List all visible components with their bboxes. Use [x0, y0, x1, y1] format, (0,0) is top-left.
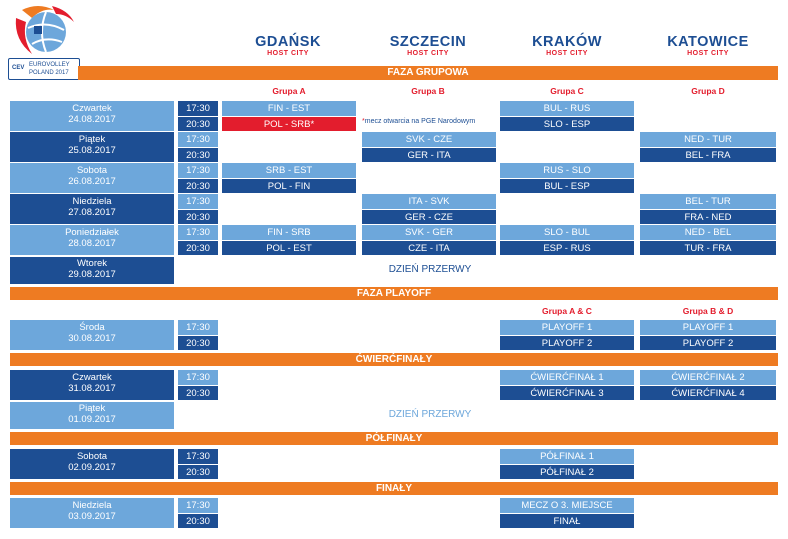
- match-a2: POL - EST: [222, 240, 356, 255]
- city-name: KRAKÓW: [532, 34, 602, 50]
- match-a2: POL - FIN: [222, 178, 356, 193]
- playoff-d1: PLAYOFF 1: [640, 320, 776, 335]
- time-2030: 20:30: [178, 464, 218, 479]
- time-1730: 17:30: [178, 449, 218, 464]
- match-c2: ESP - RUS: [500, 240, 634, 255]
- group-a-label: Grupa A: [272, 86, 306, 96]
- opening-match-note: *mecz otwarcia na PGE Narodowym: [362, 118, 476, 125]
- match-b2: CZE - ITA: [362, 240, 496, 255]
- time-1730: 17:30: [178, 101, 218, 116]
- city-gdansk: [222, 34, 354, 57]
- city-krakow: [500, 34, 634, 57]
- match-b1: ITA - SVK: [362, 194, 496, 209]
- section-group-phase: FAZA GRUPOWA: [78, 66, 778, 80]
- day-date: 28.08.2017: [68, 238, 116, 249]
- match-a1: FIN - SRB: [222, 225, 356, 240]
- host-city-label: HOST CITY: [267, 50, 309, 57]
- playoff-c2: PLAYOFF 2: [500, 335, 634, 350]
- city-name: SZCZECIN: [389, 34, 467, 50]
- section-finals: FINAŁY: [10, 482, 778, 495]
- logo-line2: POLAND 2017: [29, 70, 69, 76]
- rest-day-label: DZIEŃ PRZERWY: [388, 409, 472, 420]
- day-cell: [10, 194, 174, 224]
- match-c1: SLO - BUL: [500, 225, 634, 240]
- time-2030: 20:30: [178, 385, 218, 400]
- match-d1: BEL - TUR: [640, 194, 776, 209]
- day-name: Niedziela: [72, 500, 112, 511]
- rest-day-label: DZIEŃ PRZERWY: [388, 264, 472, 275]
- match-c1: RUS - SLO: [500, 163, 634, 178]
- section-playoff: FAZA PLAYOFF: [10, 287, 778, 300]
- match-a1: FIN - EST: [222, 101, 356, 116]
- semi-c1: PÓŁFINAŁ 1: [500, 449, 634, 464]
- day-cell: [10, 163, 174, 193]
- group-c-label: Grupa C: [550, 86, 584, 96]
- logo-line1: EUROVOLLEY: [29, 62, 70, 68]
- host-city-label: HOST CITY: [687, 50, 729, 57]
- day-date: 30.08.2017: [68, 333, 116, 344]
- day-date: 27.08.2017: [68, 207, 116, 218]
- day-name: Poniedziałek: [65, 227, 119, 238]
- quarter-d1: ĆWIERĆFINAŁ 2: [640, 370, 776, 385]
- match-c2: SLO - ESP: [500, 116, 634, 131]
- group-ac-label: Grupa A & C: [542, 306, 592, 316]
- match-b2: GER - ITA: [362, 147, 496, 162]
- time-2030: 20:30: [178, 116, 218, 131]
- group-bd-label: Grupa B & D: [682, 306, 734, 316]
- time-2030: 20:30: [178, 240, 218, 255]
- day-cell: [10, 498, 174, 528]
- day-cell: [10, 320, 174, 350]
- match-b2: GER - CZE: [362, 209, 496, 224]
- eagle-ball-icon: [8, 0, 82, 60]
- match-d2: TUR - FRA: [640, 240, 776, 255]
- city-szczecin: [362, 34, 494, 57]
- quarter-c2: ĆWIERĆFINAŁ 3: [500, 385, 634, 400]
- time-2030: 20:30: [178, 209, 218, 224]
- playoff-c1: PLAYOFF 1: [500, 320, 634, 335]
- match-d1: NED - TUR: [640, 132, 776, 147]
- cev-badge: CEV: [12, 65, 25, 71]
- day-name: Piątek: [78, 134, 106, 145]
- time-1730: 17:30: [178, 498, 218, 513]
- time-1730: 17:30: [178, 194, 218, 209]
- playoff-d2: PLAYOFF 2: [640, 335, 776, 350]
- time-2030: 20:30: [178, 147, 218, 162]
- final-match: FINAŁ: [500, 513, 634, 528]
- city-name: GDAŃSK: [255, 34, 321, 50]
- time-1730: 17:30: [178, 320, 218, 335]
- day-date: 03.09.2017: [68, 511, 116, 522]
- quarter-d2: ĆWIERĆFINAŁ 4: [640, 385, 776, 400]
- city-katowice: [640, 34, 776, 57]
- bronze-match: MECZ O 3. MIEJSCE: [500, 498, 634, 513]
- eurovolley-logo: [8, 0, 82, 82]
- day-cell: [10, 257, 174, 284]
- time-1730: 17:30: [178, 225, 218, 240]
- match-a1: SRB - EST: [222, 163, 356, 178]
- day-cell: [10, 101, 174, 131]
- day-cell: [10, 225, 174, 255]
- day-name: Sobota: [76, 165, 108, 176]
- match-c1: BUL - RUS: [500, 101, 634, 116]
- day-date: 29.08.2017: [68, 269, 116, 280]
- day-name: Piątek: [78, 403, 106, 414]
- group-d-label: Grupa D: [691, 86, 725, 96]
- match-b1: SVK - CZE: [362, 132, 496, 147]
- host-city-label: HOST CITY: [407, 50, 449, 57]
- day-cell: [10, 449, 174, 479]
- match-d2: BEL - FRA: [640, 147, 776, 162]
- day-name: Czwartek: [72, 103, 112, 114]
- day-name: Niedziela: [72, 196, 112, 207]
- match-b1: SVK - GER: [362, 225, 496, 240]
- quarter-c1: ĆWIERĆFINAŁ 1: [500, 370, 634, 385]
- match-c2: BUL - ESP: [500, 178, 634, 193]
- semi-c2: PÓŁFINAŁ 2: [500, 464, 634, 479]
- day-date: 31.08.2017: [68, 383, 116, 394]
- day-name: Sobota: [76, 451, 108, 462]
- match-d1: NED - BEL: [640, 225, 776, 240]
- day-date: 26.08.2017: [68, 176, 116, 187]
- group-b-label: Grupa B: [411, 86, 445, 96]
- day-cell: [10, 132, 174, 162]
- section-semifinals: PÓŁFINAŁY: [10, 432, 778, 445]
- time-1730: 17:30: [178, 370, 218, 385]
- host-city-label: HOST CITY: [546, 50, 588, 57]
- day-cell: [10, 402, 174, 429]
- day-name: Wtorek: [76, 258, 108, 269]
- day-date: 02.09.2017: [68, 462, 116, 473]
- day-date: 01.09.2017: [68, 414, 116, 425]
- time-1730: 17:30: [178, 132, 218, 147]
- match-d2: FRA - NED: [640, 209, 776, 224]
- time-2030: 20:30: [178, 335, 218, 350]
- match-a2-opening: POL - SRB*: [222, 116, 356, 131]
- section-quarterfinals: ĆWIERĆFINAŁY: [10, 353, 778, 366]
- time-2030: 20:30: [178, 178, 218, 193]
- day-name: Środa: [79, 322, 105, 333]
- city-name: KATOWICE: [667, 34, 749, 50]
- day-date: 25.08.2017: [68, 145, 116, 156]
- time-2030: 20:30: [178, 513, 218, 528]
- day-name: Czwartek: [72, 372, 112, 383]
- day-date: 24.08.2017: [68, 114, 116, 125]
- time-1730: 17:30: [178, 163, 218, 178]
- day-cell: [10, 370, 174, 400]
